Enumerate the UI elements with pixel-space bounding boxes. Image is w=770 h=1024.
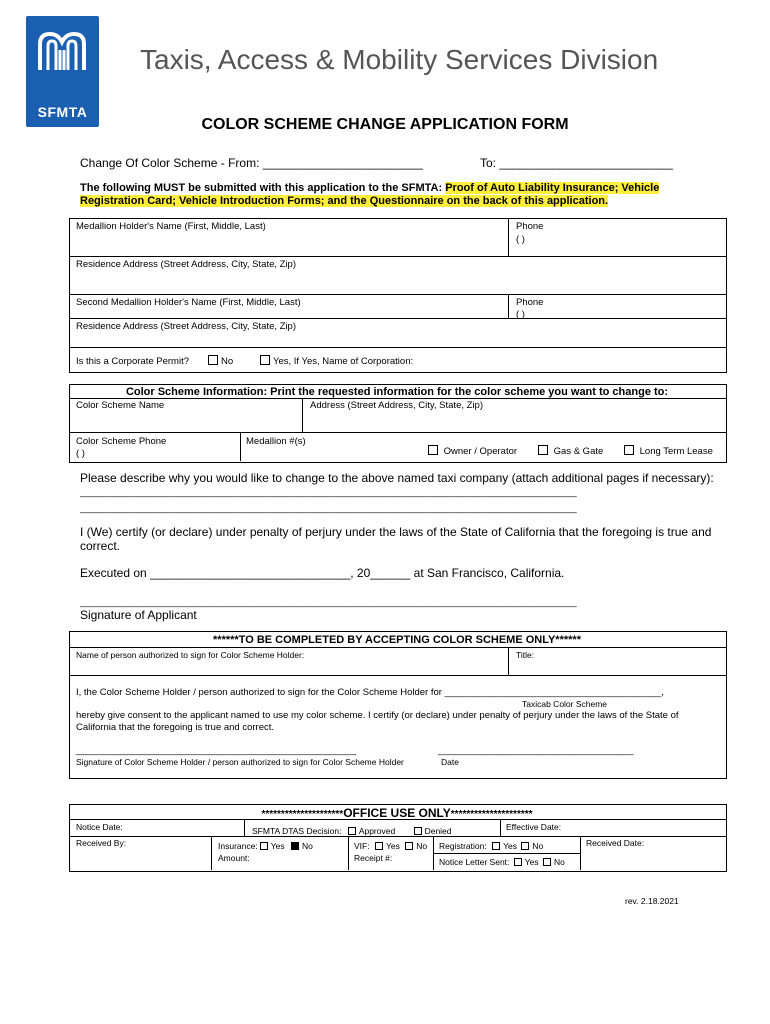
- change-from-field[interactable]: Change Of Color Scheme - From: ________________________: [80, 156, 423, 170]
- division-title: Taxis, Access & Mobility Services Division: [140, 44, 659, 75]
- second-holder-phone-label: Phone: [516, 297, 544, 308]
- denied-checkbox[interactable]: [414, 827, 422, 835]
- executed-on-field[interactable]: Executed on ______________________________, 20______ at San Francisco, California.: [80, 566, 565, 580]
- approved-checkbox[interactable]: [348, 827, 356, 835]
- applicant-signature-line[interactable]: ______________________________________________________________________________________________: [80, 597, 577, 608]
- second-holder-phone-field[interactable]: ( ): [516, 309, 525, 320]
- holder-phone-label: Phone: [516, 221, 544, 232]
- holder-section: [69, 218, 727, 373]
- effective-date-field[interactable]: Effective Date:: [506, 822, 562, 832]
- holder-phone-field[interactable]: ( ): [516, 234, 525, 245]
- corporate-yes-checkbox[interactable]: [260, 355, 270, 365]
- accepting-heading: ******TO BE COMPLETED BY ACCEPTING COLOR SCHEME ONLY******: [213, 634, 581, 646]
- describe-line-1[interactable]: ______________________________________________________________________________________________: [80, 487, 577, 498]
- received-by-field[interactable]: Received By:: [76, 838, 127, 848]
- holder-signature-label: Signature of Color Scheme Holder / person authorized to sign for Color Scheme Holder: [76, 757, 404, 767]
- corporate-yes-option[interactable]: [260, 355, 413, 367]
- gas-gate-label: Gas & Gate: [553, 446, 604, 457]
- authorized-name-field[interactable]: Name of person authorized to sign for Color Scheme Holder:: [76, 650, 305, 660]
- approved-label: Approved: [358, 826, 396, 836]
- vif-row: [354, 841, 427, 851]
- notice-letter-yes-checkbox[interactable]: [514, 858, 522, 866]
- long-term-lease-option[interactable]: [624, 445, 713, 457]
- holder-date-label: Date: [441, 757, 459, 767]
- registration-row: [439, 841, 543, 851]
- denied-label: Denied: [424, 826, 452, 836]
- notice-letter-row: [439, 857, 565, 867]
- color-scheme-phone-field[interactable]: Color Scheme Phone: [76, 436, 167, 447]
- second-holder-residence-field[interactable]: Residence Address (Street Address, City, State, Zip): [76, 321, 297, 332]
- holder-residence-field[interactable]: Residence Address (Street Address, City, State, Zip): [76, 259, 297, 270]
- registration-label: Registration:: [439, 841, 487, 851]
- dtas-decision-row: [252, 826, 452, 836]
- office-heading-text: OFFICE USE ONLY: [343, 806, 451, 820]
- corporate-no-label: No: [221, 356, 234, 367]
- vif-yes-label: Yes: [385, 841, 400, 851]
- requirements-note: [80, 182, 720, 208]
- corporate-yes-label: Yes, If Yes, Name of Corporation:: [273, 356, 414, 367]
- registration-yes-label: Yes: [503, 841, 517, 851]
- color-scheme-address-field[interactable]: Address (Street Address, City, State, Zip): [310, 400, 483, 411]
- vif-label: VIF:: [354, 841, 370, 851]
- describe-line-2[interactable]: ______________________________________________________________________________________________: [80, 503, 577, 514]
- amount-field[interactable]: Amount:: [218, 853, 250, 863]
- dtas-decision-label: SFMTA DTAS Decision:: [252, 826, 342, 836]
- certify-line-2: correct.: [80, 539, 121, 553]
- insurance-label: Insurance:: [218, 841, 258, 851]
- holder-name-field[interactable]: Medallion Holder's Name (First, Middle, Last): [76, 221, 266, 232]
- consent-line-1: hereby give consent to the applicant named to use my color scheme. I certify (or declare) under penalty of perjury under the laws of the State of: [76, 710, 679, 721]
- color-scheme-heading: Color Scheme Information: Print the requested information for the color scheme you want to change to:: [125, 386, 669, 398]
- insurance-no-checkbox[interactable]: [291, 842, 299, 850]
- authorized-title-field[interactable]: Title:: [516, 650, 535, 660]
- insurance-no-label: No: [301, 841, 313, 851]
- second-holder-name-field[interactable]: Second Medallion Holder's Name (First, Middle, Last): [76, 297, 301, 308]
- registration-no-checkbox[interactable]: [521, 842, 529, 850]
- color-scheme-name-field[interactable]: Color Scheme Name: [76, 400, 165, 411]
- revision-label: rev. 2.18.2021: [625, 896, 679, 906]
- holder-date-line[interactable]: _____________________________________: [438, 745, 634, 756]
- form-title: COLOR SCHEME CHANGE APPLICATION FORM: [201, 116, 569, 133]
- insurance-row: [218, 841, 313, 851]
- sfmta-logo: [26, 16, 99, 127]
- office-heading-stars-right: *********************: [450, 809, 533, 820]
- requirements-text: The following MUST be submitted with this application to the SFMTA:: [80, 182, 446, 194]
- insurance-yes-checkbox[interactable]: [260, 842, 268, 850]
- office-use-heading: [69, 806, 725, 820]
- applicant-signature-label: Signature of Applicant: [80, 608, 197, 622]
- taxicab-color-scheme-label: Taxicab Color Scheme: [522, 699, 608, 709]
- registration-yes-checkbox[interactable]: [492, 842, 500, 850]
- holder-signature-line[interactable]: _____________________________________________________: [76, 745, 357, 756]
- consent-line-2: California that the foregoing is true and correct.: [76, 722, 275, 733]
- gas-gate-option[interactable]: [538, 445, 603, 457]
- logo-text: SFMTA: [37, 104, 88, 120]
- vif-no-checkbox[interactable]: [405, 842, 413, 850]
- vif-no-label: No: [416, 841, 428, 851]
- owner-operator-option[interactable]: [428, 445, 517, 457]
- long-term-lease-checkbox[interactable]: [624, 445, 634, 455]
- requirements-highlight-1: Proof of Auto Liability Insurance; Vehicle: [445, 182, 660, 194]
- notice-date-field[interactable]: Notice Date:: [76, 822, 123, 832]
- registration-no-label: No: [532, 841, 544, 851]
- sfmta-muni-icon: [34, 26, 91, 76]
- corporate-no-checkbox[interactable]: [208, 355, 218, 365]
- owner-operator-label: Owner / Operator: [443, 446, 518, 457]
- requirements-highlight-2: Registration Card; Vehicle Introduction Forms; and the Questionnaire on the back of this application.: [80, 195, 609, 207]
- color-scheme-holder-line[interactable]: I, the Color Scheme Holder / person authorized to sign for the Color Scheme Holder for _________________________________________,: [76, 687, 664, 698]
- notice-letter-no-label: No: [554, 857, 565, 867]
- office-heading-stars-left: *********************: [261, 809, 344, 820]
- medallion-number-field[interactable]: Medallion #(s): [246, 436, 306, 447]
- insurance-yes-label: Yes: [270, 841, 285, 851]
- received-date-field[interactable]: Received Date:: [586, 838, 645, 848]
- vif-yes-checkbox[interactable]: [375, 842, 383, 850]
- corporate-no-option[interactable]: [208, 355, 233, 367]
- corporate-question: Is this a Corporate Permit?: [76, 356, 189, 367]
- receipt-field[interactable]: Receipt #:: [354, 853, 393, 863]
- notice-letter-yes-label: Yes: [524, 857, 539, 867]
- describe-prompt: Please describe why you would like to change to the above named taxi company (attach additional pages if necessary):: [80, 471, 714, 485]
- gas-gate-checkbox[interactable]: [538, 445, 548, 455]
- color-scheme-phone-paren: ( ): [76, 448, 85, 459]
- notice-letter-no-checkbox[interactable]: [543, 858, 551, 866]
- long-term-lease-label: Long Term Lease: [639, 446, 713, 457]
- change-to-field[interactable]: To: __________________________: [480, 156, 673, 170]
- owner-operator-checkbox[interactable]: [428, 445, 438, 455]
- notice-letter-label: Notice Letter Sent:: [439, 857, 510, 867]
- certify-line-1: I (We) certify (or declare) under penalty of perjury under the laws of the State of California that the foregoing is true and: [80, 525, 712, 539]
